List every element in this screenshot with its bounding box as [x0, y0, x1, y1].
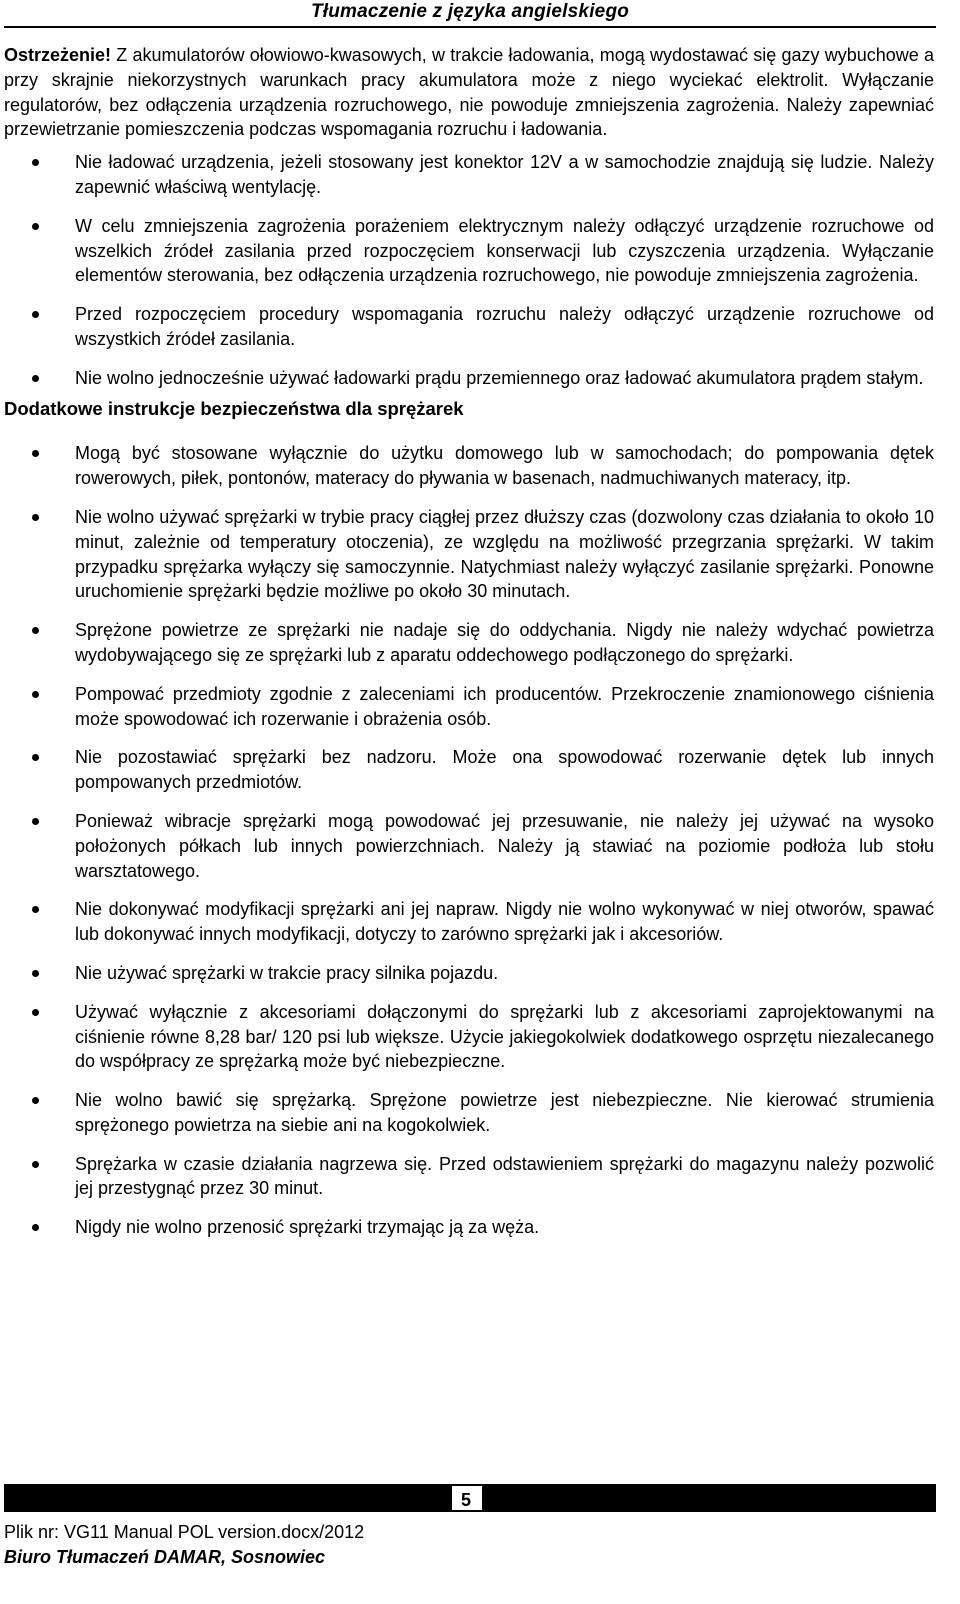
list-item: Nie używać sprężarki w trakcie pracy silnika pojazdu. [4, 961, 934, 986]
bullet-icon [32, 818, 39, 825]
bullet-icon [32, 223, 39, 230]
list-item: Nigdy nie wolno przenosić sprężarki trzymając ją za węża. [4, 1215, 934, 1240]
list-item: Nie wolno jednocześnie używać ładowarki prądu przemiennego oraz ładować akumulatora prądem stałym. [4, 366, 934, 391]
bullet-icon [32, 627, 39, 634]
list-item: Przed rozpoczęciem procedury wspomagania rozruchu należy odłączyć urządzenie rozruchowe od wszystkich źródeł zasilania. [4, 302, 934, 352]
list-item: Mogą być stosowane wyłącznie do użytku domowego lub w samochodach; do pompowania dętek rowerowych, piłek, pontonów, materacy do pływania w basenach, nadmuchiwanych materacy, itp. [4, 441, 934, 491]
bullet-icon [32, 906, 39, 913]
list-item: Pompować przedmioty zgodnie z zaleceniami ich producentów. Przekroczenie znamionowego ciśnienia może spowodować ich rozerwanie i obrażenia osób. [4, 682, 934, 732]
list-item: Nie dokonywać modyfikacji sprężarki ani jej napraw. Nigdy nie wolno wykonywać w niej otworów, spawać lub dokonywać innych modyfikacji, dotyczy to zarówno sprężarki jak i akcesoriów. [4, 897, 934, 947]
warning-paragraph [4, 43, 934, 142]
bullet-icon [32, 450, 39, 457]
header-rule [4, 26, 936, 28]
footer-office-name: Biuro Tłumaczeń DAMAR, Sosnowiec [4, 1547, 326, 1567]
compressor-safety-list [4, 441, 934, 1240]
bullet-icon [32, 1161, 39, 1168]
bullet-icon [32, 375, 39, 382]
list-item: Sprężarka w czasie działania nagrzewa się. Przed odstawieniem sprężarki do magazynu należy pozwolić jej przestygnąć przez 30 minut. [4, 1152, 934, 1202]
list-item: Nie ładować urządzenia, jeżeli stosowany jest konektor 12V a w samochodzie znajdują się ludzie. Należy zapewnić właściwą wentylację. [4, 150, 934, 200]
bullet-icon [32, 159, 39, 166]
warning-label: Ostrzeżenie! [4, 45, 112, 65]
document-body [4, 43, 934, 1254]
bullet-icon [32, 311, 39, 318]
section-heading: Dodatkowe instrukcje bezpieczeństwa dla sprężarek [4, 397, 464, 419]
page-number: 5 [460, 1490, 471, 1510]
footer-file-reference: Plik nr: VG11 Manual POL version.docx/2012 [4, 1522, 365, 1542]
bullet-icon [32, 970, 39, 977]
list-item: W celu zmniejszenia zagrożenia porażeniem elektrycznym należy odłączyć urządzenie rozruchowe od wszelkich źródeł zasilania przed rozpoczęciem konserwacji lub czyszczenia urządzenia. Wyłączanie elementów sterowania, bez odłączenia urządzenia rozruchowego, nie powoduje zmniejszenia zagrożenia. [4, 214, 934, 288]
bullet-icon [32, 1009, 39, 1016]
header-title: Tłumaczenie z języka angielskiego [310, 1, 630, 22]
list-item: Używać wyłącznie z akcesoriami dołączonymi do sprężarki lub z akcesoriami zaprojektowanymi na ciśnienie równe 8,28 bar/ 120 psi lub większe. Użycie jakiegokolwiek dodatkowego osprzętu niezalecanego do współpracy ze sprężarką może być niebezpieczne. [4, 1000, 934, 1074]
battery-safety-list [4, 150, 934, 390]
warning-text: Z akumulatorów ołowiowo-kwasowych, w trakcie ładowania, mogą wydostawać się gazy wybuchowe a przy skrajnie niekorzystnych warunkach pracy akumulatora może z niego wyciekać elektrolit. Wyłączanie regulatorów, bez odłączenia urządzenia rozruchowego, nie powoduje zmniejszenia zagrożenia. Należy zapewniać przewietrzanie pomieszczenia podczas wspomagania rozruchu i ładowania. [4, 45, 934, 140]
bullet-icon [32, 514, 39, 521]
bullet-icon [32, 691, 39, 698]
list-item: Sprężone powietrze ze sprężarki nie nadaje się do oddychania. Nigdy nie należy wdychać powietrza wydobywającego się ze sprężarki lub z aparatu oddechowego podłączonego do sprężarki. [4, 618, 934, 668]
bullet-icon [32, 1224, 39, 1231]
list-item: Nie wolno bawić się sprężarką. Sprężone powietrze jest niebezpieczne. Nie kierować strumienia sprężonego powietrza na siebie ani na kogokolwiek. [4, 1088, 934, 1138]
bullet-icon [32, 754, 39, 761]
list-item: Ponieważ wibracje sprężarki mogą powodować jej przesuwanie, nie należy jej używać na wysoko położonych półkach lub innych powierzchniach. Należy ją stawiać na poziomie podłoża lub stołu warsztatowego. [4, 809, 934, 883]
bullet-icon [32, 1097, 39, 1104]
list-item: Nie pozostawiać sprężarki bez nadzoru. Może ona spowodować rozerwanie dętek lub innych pompowanych przedmiotów. [4, 745, 934, 795]
list-item: Nie wolno używać sprężarki w trybie pracy ciągłej przez dłuższy czas (dozwolony czas działania to około 10 minut, zależnie od temperatury otoczenia), ze względu na możliwość przegrzania sprężarki. W takim przypadku sprężarka wyłączy się samoczynnie. Natychmiast należy wyłączyć zasilanie sprężarki. Ponowne uruchomienie sprężarki będzie możliwe po około 30 minutach. [4, 505, 934, 604]
